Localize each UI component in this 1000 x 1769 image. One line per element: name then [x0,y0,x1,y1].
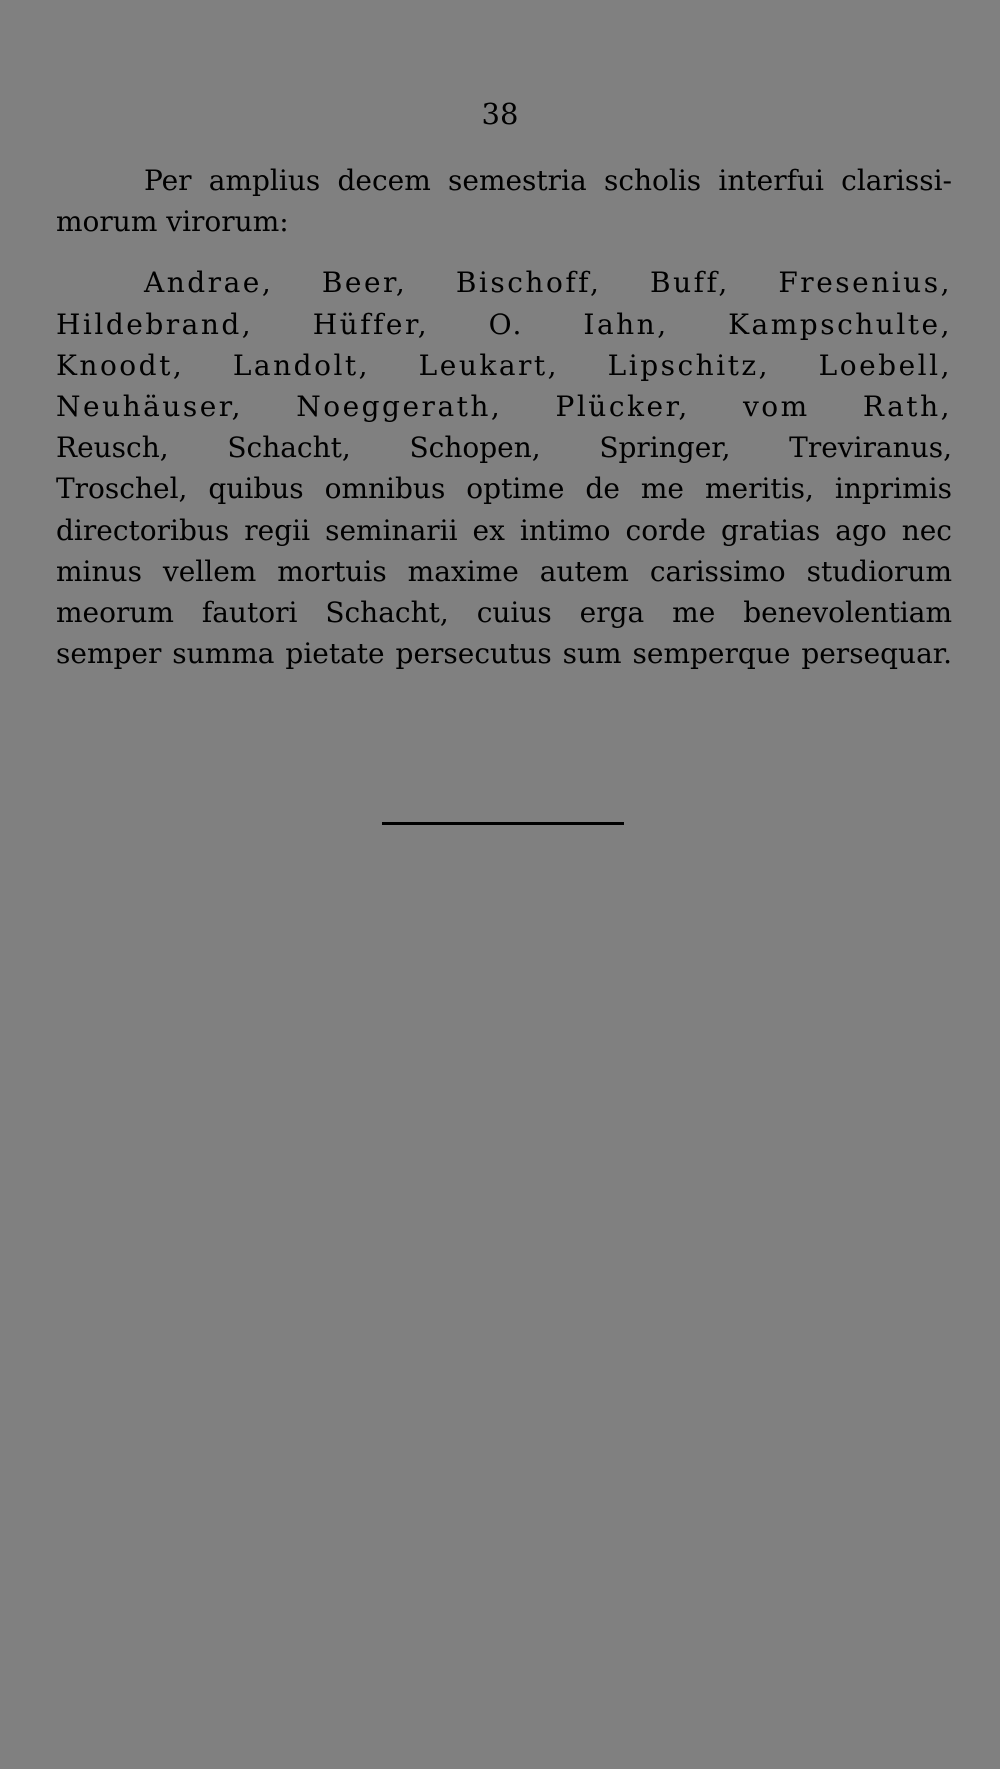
page-number: 38 [481,97,519,131]
text-line: Reusch, Schacht, Schopen, Springer, Treviranus, [56,431,952,465]
paragraph-gap [56,242,952,262]
text-line: Troschel, quibus omnibus optime de me meritis, inprimis [56,472,952,506]
text-line: Knoodt, Landolt, Leukart, Lipschitz, Loebell, [56,348,952,382]
text-line: Neuhäuser, Noeggerath, Plücker, vom Rath, [56,389,952,423]
body-text [56,160,952,674]
divider-rule [382,822,624,825]
text-line: Andrae, Beer, Bischoff, Buff, Fresenius, [144,266,952,300]
text-line: semper summa pietate persecutus sum semperque persequar. [56,637,952,671]
text-line: Hildebrand, Hüffer, O. Iahn, Kampschulte, [56,307,952,341]
text-line: meorum fautori Schacht, cuius erga me benevolentiam [56,595,952,629]
text-line: minus vellem mortuis maxime autem carissimo studiorum [56,554,952,588]
text-line: morum virorum: [56,205,289,239]
text-line: directoribus regii seminarii ex intimo corde gratias ago nec [56,513,952,547]
text-line: Per amplius decem semestria scholis interfui clarissi- [144,164,952,197]
